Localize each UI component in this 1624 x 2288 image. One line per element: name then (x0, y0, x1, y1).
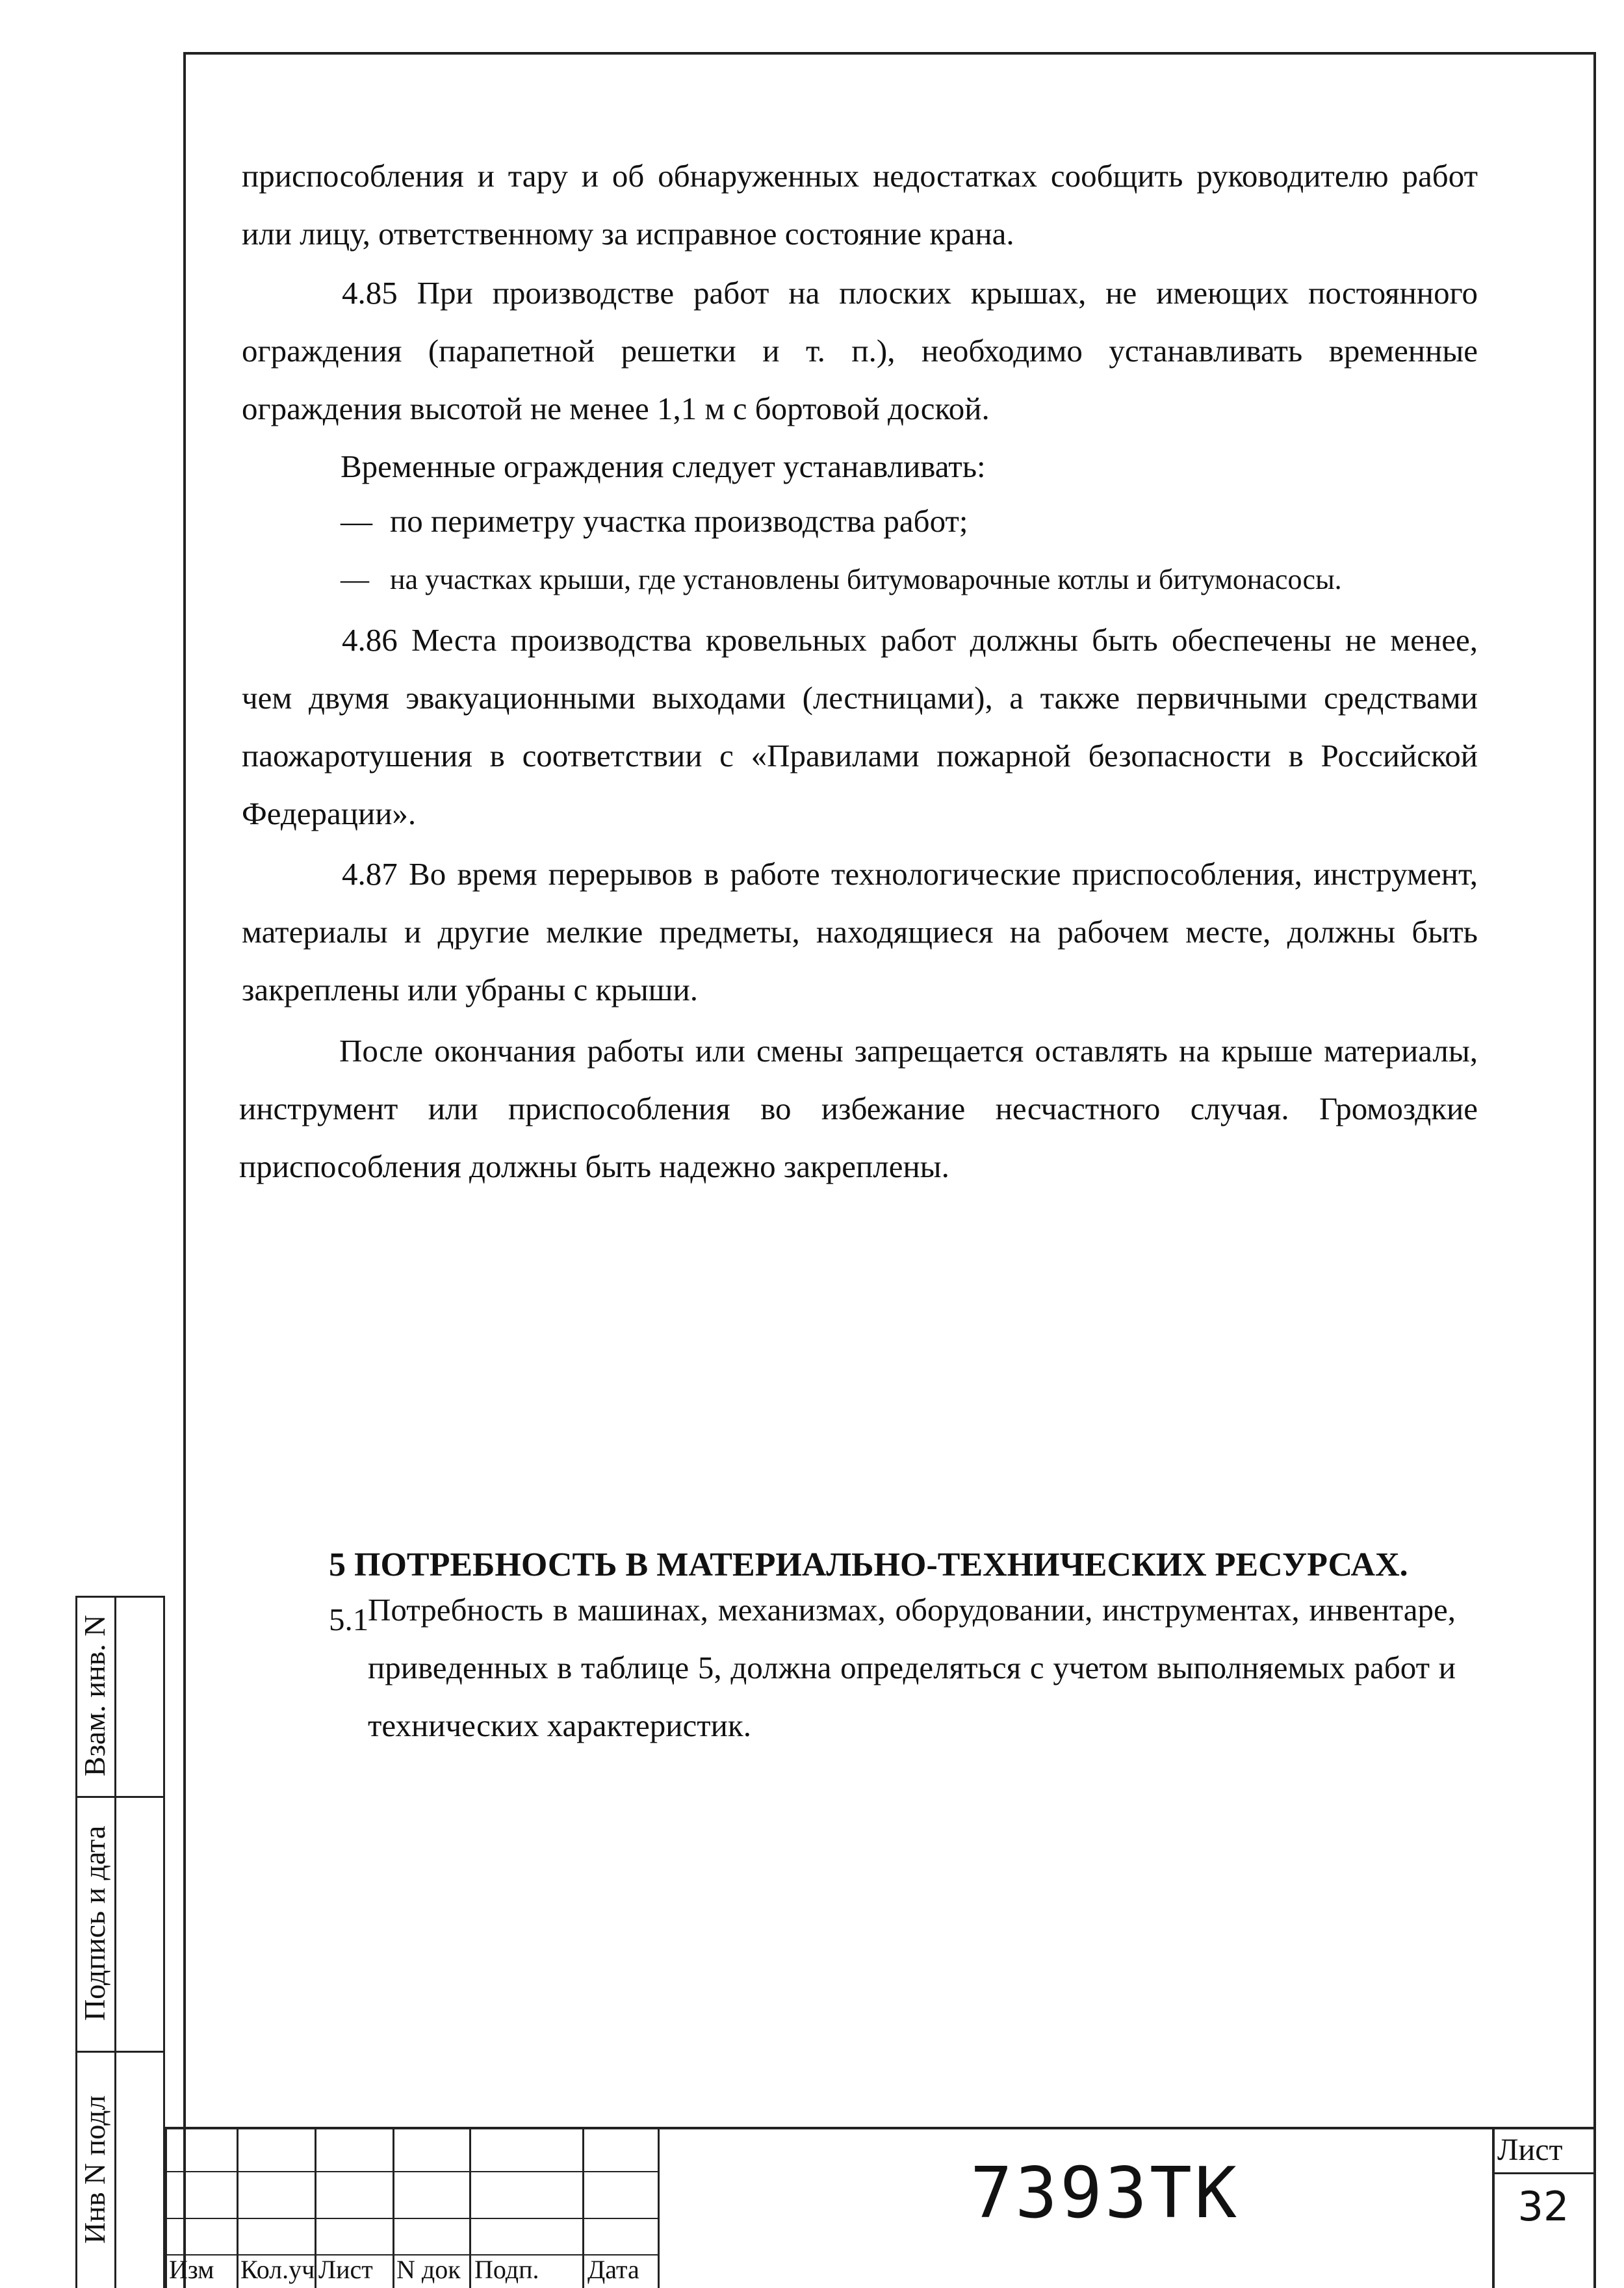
frame-left-border (183, 52, 186, 2288)
strip-label-signature-date: Подпись и дата (78, 1825, 111, 2022)
grid-line (393, 2127, 394, 2288)
sheet-label: Лист (1497, 2133, 1563, 2167)
paragraph-4-86: 4.86 Места производства кровельных работ должны быть обеспечены не менее, чем двумя эвакуационными выходами (лестницами), а также первичными средствами паожаротушения в соответствии с «Правилами пожарной безопасности в Российской Федерации». (242, 622, 1478, 831)
title-block-column-label: Лист (318, 2256, 373, 2284)
sheet-number: 32 (1517, 2183, 1569, 2230)
title-block-column-label: Подп. (474, 2256, 539, 2284)
section-5-heading: 5 ПОТРЕБНОСТЬ В МАТЕРИАЛЬНО-ТЕХНИЧЕСКИХ РЕСУРСАХ. (329, 1546, 1408, 1583)
list-item (341, 502, 968, 541)
grid-line (469, 2127, 471, 2288)
frame-right-border (1593, 52, 1596, 2288)
temp-fences-intro: Временные ограждения следует устанавливать: (341, 448, 986, 484)
list-dash: — (341, 564, 369, 595)
grid-line (658, 2127, 660, 2288)
paragraph-4-87: 4.87 Во время перерывов в работе технологические приспособления, инструмент, материалы и другие мелкие предметы, находящиеся на рабочем месте, должны быть закреплены или убраны с крыши. (242, 856, 1478, 1008)
grid-line (315, 2127, 316, 2288)
strip-label-original-inventory: Инв N подл (78, 2095, 111, 2244)
paragraph-continuation: приспособления и тару и об обнаруженных недостатках сообщить руководителю работ или лицу, ответственному за исправное состояние крана. (242, 158, 1478, 252)
sheet-box-line (1492, 2172, 1595, 2174)
title-block-column-label: Кол.уч (240, 2256, 315, 2284)
strip-label-replacement-inventory: Взам. инв. N (78, 1615, 111, 1777)
paragraph-5-1-number: 5.1 (329, 1602, 369, 1637)
document-code: 7393ТК (970, 2153, 1240, 2234)
list-item (341, 560, 1342, 599)
title-block-column-label: Изм (169, 2256, 214, 2284)
paragraph-4-85: 4.85 При производстве работ на плоских крышах, не имеющих постоянного ограждения (парапетной решетки и т. п.), необходимо устанавливать временные ограждения высотой не менее 1,1 м с бортовой доской. (242, 275, 1478, 426)
grid-line (165, 2171, 659, 2172)
grid-line (165, 2218, 659, 2219)
list-item-text: по периметру участка производства работ; (390, 503, 968, 539)
strip-line (114, 1596, 116, 2288)
approval-strip (75, 1596, 165, 2288)
paragraph-after-work: После окончания работы или смены запрещается оставлять на крыше материалы, инструмент или приспособления во избежание несчастного случая. Громоздкие приспособления должны быть надежно закреплены. (239, 1033, 1478, 1184)
grid-line (165, 2127, 167, 2288)
paragraph-5-1: Потребность в машинах, механизмах, оборудовании, инструментах, инвентаре, приведенных в таблице 5, должна определяться с учетом выполняемых работ и технических характеристик. (368, 1592, 1456, 1743)
frame-top-border (183, 52, 1595, 55)
list-item-text: на участках крыши, где установлены битумоварочные котлы и битумонасосы. (390, 564, 1342, 595)
title-block-column-label: N док (396, 2256, 461, 2284)
grid-line (237, 2127, 238, 2288)
list-dash: — (341, 503, 372, 539)
title-block-column-label: Дата (587, 2256, 639, 2284)
